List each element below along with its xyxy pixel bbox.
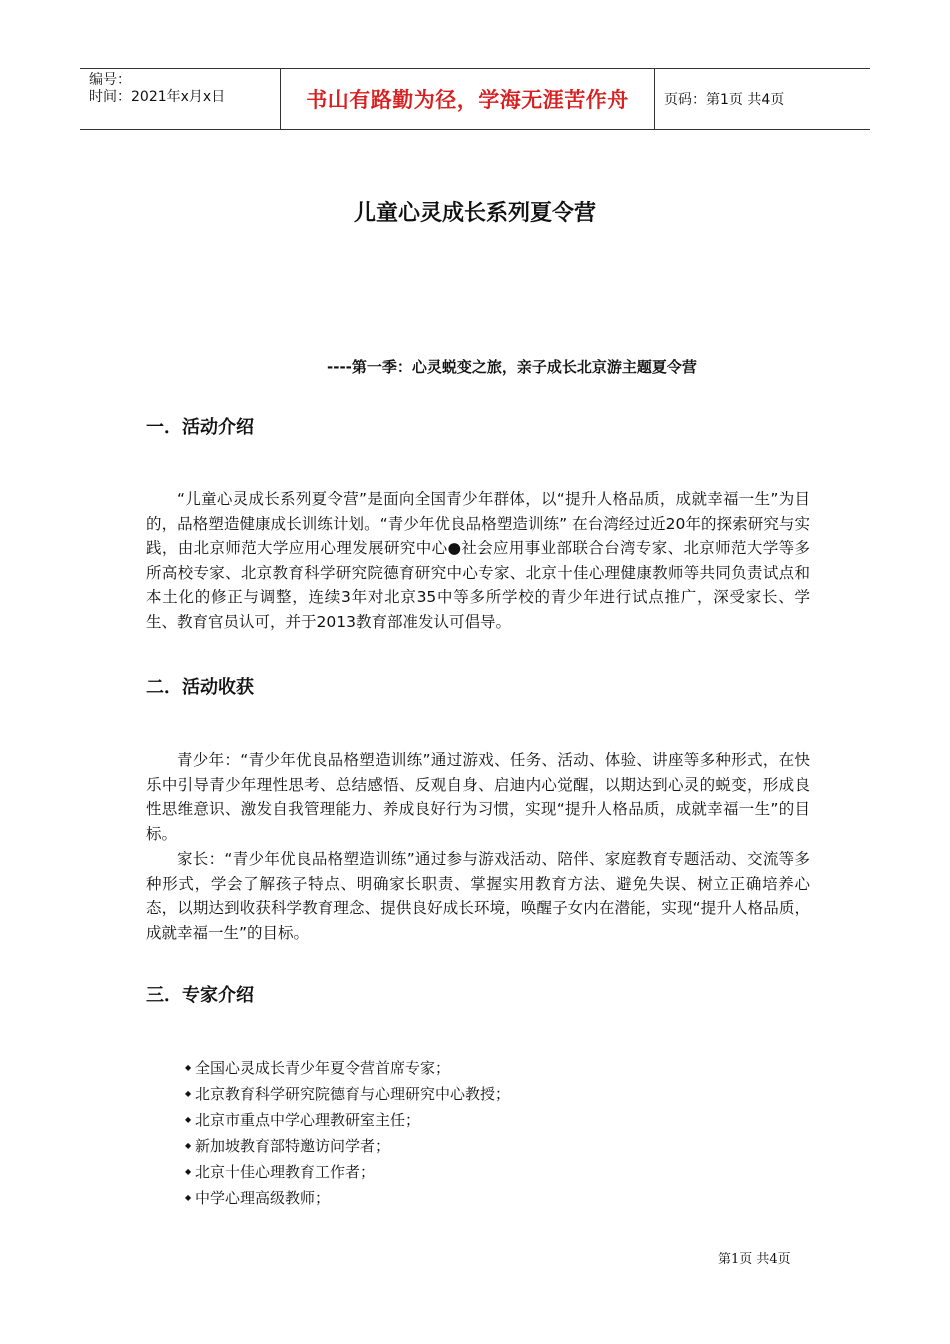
section-heading-intro: 一．活动介绍 [146,417,254,438]
page-footer: 第1页 共4页 [718,1252,791,1267]
expert-item-text: 中学心理高级教师； [195,1189,331,1207]
list-item [185,1107,510,1133]
expert-item-text: 全国心灵成长青少年夏令营首席专家； [195,1059,451,1077]
expert-item-text: 北京教育科学研究院德育与心理研究中心教授； [195,1085,511,1103]
document-title: 儿童心灵成长系列夏令营 [353,201,596,226]
diamond-bullet-icon: ◆ [185,1193,192,1202]
expert-list [185,1055,510,1211]
header-meta [80,69,281,129]
document-date: 时间：2021年x月x日 [89,89,226,105]
section-heading-gains: 二．活动收获 [146,677,254,698]
intro-paragraph: “儿童心灵成长系列夏令营”是面向全国青少年群体，以“提升人格品质，成就幸福一生”为目的，品格塑造健康成长训练计划。“青少年优良品格塑造训练” 在台湾经过近20年的探索研究与实践，由北京师范大学应用心理发展研究中心●社会应用事业部联合台湾专家、北京师范大学等多所高校专家、北京教育科学研究院德育研究中心专家、北京十佳心理健康教师等共同负责试点和本土化的修正与调整，连续3年对北京35中等多所学校的青少年进行试点推广，深受家长、学生、教育官员认可，并于2013教育部准发认可倡导。 [146,490,810,631]
diamond-bullet-icon: ◆ [185,1115,192,1124]
diamond-bullet-icon: ◆ [185,1167,192,1176]
diamond-bullet-icon: ◆ [185,1141,192,1150]
list-item [185,1133,510,1159]
header-page-info: 页码：第1页 共4页 [664,92,785,108]
list-item [185,1185,510,1211]
header-motto: 书山有路勤为径，学海无涯苦作舟 [306,88,629,112]
expert-item-text: 北京十佳心理教育工作者； [195,1163,376,1181]
diamond-bullet-icon: ◆ [185,1089,192,1098]
diamond-bullet-icon: ◆ [185,1063,192,1072]
expert-item-text: 新加坡教育部特邀访问学者； [195,1137,391,1155]
document-number-label: 编号： [89,72,131,88]
list-item [185,1081,510,1107]
gains-teen-paragraph: 青少年：“青少年优良品格塑造训练”通过游戏、任务、活动、体验、讲座等多种形式，在快乐中引导青少年理性思考、总结感悟、反观自身、启迪内心觉醒，以期达到心灵的蜕变，形成良性思维意识、激发自我管理能力、养成良好行为习惯，实现“提升人格品质，成就幸福一生”的目标。 [146,751,810,843]
list-item [185,1055,510,1081]
header-motto-cell [281,69,655,129]
page-header [80,68,870,130]
document-subtitle: ----第一季：心灵蜕变之旅，亲子成长北京游主题夏令营 [327,358,697,376]
header-page-info-cell [655,69,870,129]
expert-item-text: 北京市重点中学心理教研室主任； [195,1111,421,1129]
list-item [185,1159,510,1185]
gains-parent-paragraph: 家长：“青少年优良品格塑造训练”通过参与游戏活动、陪伴、家庭教育专题活动、交流等多种形式，学会了解孩子特点、明确家长职责、掌握实用教育方法、避免失误、树立正确培养心态，以期达到收获科学教育理念、提供良好成长环境，唤醒子女内在潜能，实现“提升人格品质，成就幸福一生”的目标。 [146,850,810,942]
section-heading-experts: 三．专家介绍 [146,985,254,1006]
